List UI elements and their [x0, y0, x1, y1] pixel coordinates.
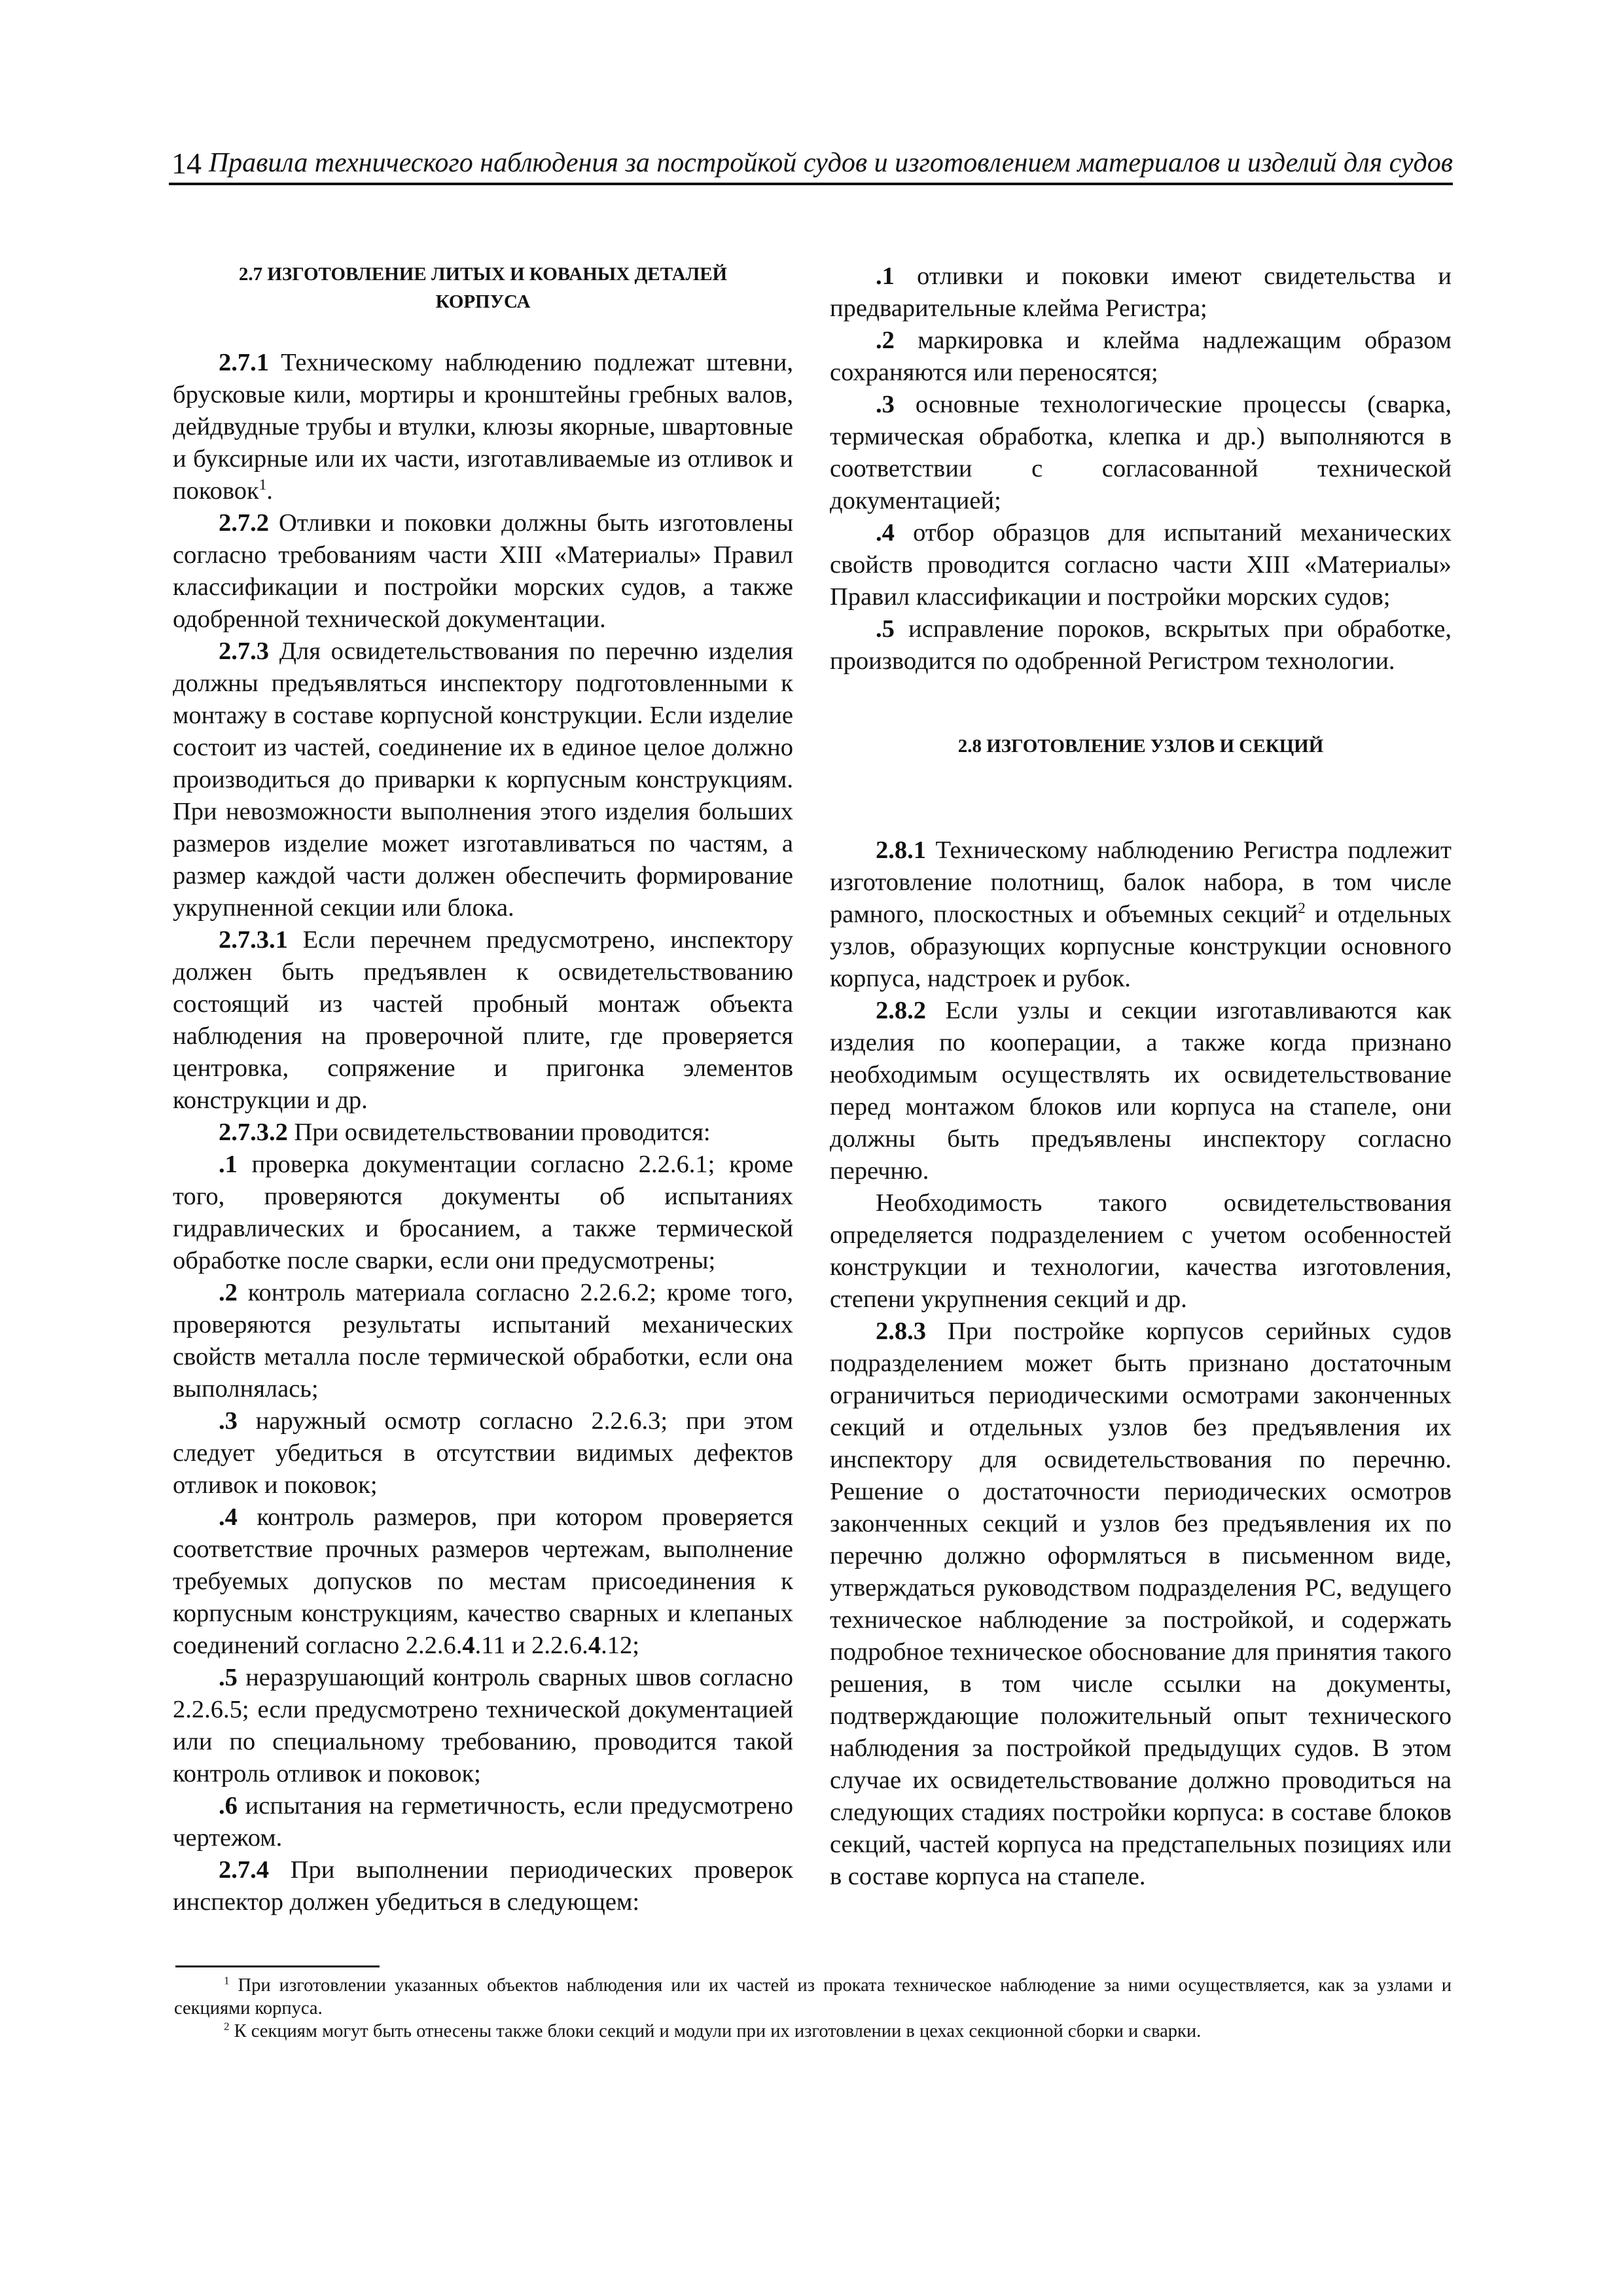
clause-text: Техническому наблюдению подлежат штевни, брусковые кили, мортиры и кронштейны гребных валов, дейдвудные трубы и втулки, клюзы якорные, швартовные и буксирные или их части, изготавливаемые из отливок и поковок: [173, 349, 793, 505]
item-number: .2: [219, 1279, 238, 1306]
footnote-ref: 1: [259, 476, 267, 493]
item-text: .12;: [601, 1632, 639, 1659]
paragraph-2-7-4: [173, 1854, 793, 1918]
footnote-text: К секциям могут быть отнесены также блоки секций и модули при их изготовлении в цехах секционной сборки и сварки.: [229, 2021, 1202, 2041]
clause-number: 2.8.3: [876, 1318, 926, 1345]
page-header: [169, 141, 1453, 185]
list-item-2: [830, 325, 1452, 389]
clause-number: 2.7.2: [219, 509, 269, 537]
footnotes: [174, 1974, 1452, 2043]
clause-text-end: и отдельных узлов, образующих корпусные конструкции основного корпуса, надстроек и рубок.: [830, 901, 1452, 992]
list-item-3: [830, 389, 1452, 517]
item-number: .3: [876, 391, 895, 418]
footnote-2: [174, 2020, 1452, 2043]
item-number: .2: [876, 327, 895, 354]
item-text: контроль размеров, при котором проверяется соответствие прочных размеров чертежам, выполнение требуемых допусков по местам присоединения к корпусным конструкциям, качество сварных и клепаных соединений согласно 2.2.6.: [173, 1503, 793, 1659]
clause-text: Для освидетельствования по перечню изделия должны предъявляться инспектору подготовленными к монтажу в составе корпусной конструкции. Если изделие состоит из частей, соединение их в единое целое должно производиться до приварки к корпусным конструкциям. При невозможности выполнения этого изделия больших размеров изделие может изготавливаться по частям, а размер каждой части должен обеспечить формирование укрупненной секции или блока.: [173, 637, 793, 922]
clause-number: 2.8.2: [876, 997, 926, 1024]
item-number: .1: [219, 1151, 238, 1178]
paragraph-2-8-2: [830, 995, 1452, 1187]
list-item-5: [173, 1662, 793, 1790]
clause-text: При освидетельствовании проводится:: [287, 1119, 711, 1146]
clause-number: 2.7.3.1: [219, 926, 288, 954]
section-heading-2-7: 2.7 ИЗГОТОВЛЕНИЕ ЛИТЫХ И КОВАНЫХ ДЕТАЛЕЙ КОРПУСА: [238, 264, 728, 312]
item-text: маркировка и клейма надлежащим образом сохраняются или переносятся;: [830, 327, 1452, 386]
clause-number: 2.7.4: [219, 1856, 269, 1884]
item-text: отливки и поковки имеют свидетельства и предварительные клейма Регистра;: [830, 262, 1452, 322]
footnote-text: При изготовлении указанных объектов наблюдения или их частей из проката техническое наблюдение за ними осуществляется, как за узлами и секциями корпуса.: [174, 1975, 1452, 2018]
list-item-2: [173, 1277, 793, 1405]
list-item-4: [173, 1501, 793, 1662]
clause-text: Отливки и поковки должны быть изготовлены согласно требованиям части XIII «Материалы» Правил классификации и постройки морских судов, а также одобренной технической документации.: [173, 509, 793, 633]
paragraph-2-7-3-1: [173, 924, 793, 1117]
item-text: испытания на герметичность, если предусмотрено чертежом.: [173, 1792, 793, 1852]
clause-text: При выполнении периодических проверок инспектор должен убедиться в следующем:: [173, 1856, 793, 1916]
clause-number: 2.7.3: [219, 637, 269, 665]
footnote-ref: 2: [1298, 899, 1306, 917]
list-item-4: [830, 517, 1452, 613]
footnote-mark: 1: [224, 1974, 230, 1987]
list-item-1: [830, 260, 1452, 325]
clause-text-end: .: [266, 477, 273, 505]
list-item-1: [173, 1149, 793, 1277]
item-number: .3: [219, 1407, 238, 1435]
list-item-3: [173, 1405, 793, 1501]
item-number: .5: [219, 1664, 238, 1691]
item-text: неразрушающий контроль сварных швов согласно 2.2.6.5; если предусмотрено технической документацией или по специальному требованию, проводится такой контроль отливок и поковок;: [173, 1664, 793, 1787]
paragraph-plain: Необходимость такого освидетельствования определяется подразделением с учетом особенностей конструкции и технологии, качества изготовления, степени укрупнения секций и др.: [830, 1189, 1452, 1313]
list-item-5: [830, 613, 1452, 677]
bold-ref: 4: [588, 1632, 601, 1659]
clause-number: 2.7.3.2: [219, 1119, 288, 1146]
clause-text: Техническому наблюдению Регистра подлежит изготовление полотнищ, балок набора, в том числе рамного, плоскостных и объемных секций: [830, 836, 1452, 928]
clause-number: 2.7.1: [219, 349, 269, 376]
paragraph-2-7-1: [173, 347, 793, 507]
running-title: Правила технического наблюдения за постройкой судов и изготовлением материалов и изделий для судов: [208, 148, 1453, 178]
item-text: проверка документации согласно 2.2.6.1; кроме того, проверяются документы об испытаниях гидравлических и бросанием, а также термической обработке после сварки, если они предусмотрены;: [173, 1151, 793, 1274]
item-text: .11 и 2.2.6.: [474, 1632, 588, 1659]
clause-text: При постройке корпусов серийных судов подразделением может быть признано достаточным ограничиться периодическими осмотрами законченных секций и отдельных узлов без предъявления их инспектору для освидетельствования по перечню. Решение о достаточности периодических осмотров законченных секций и узлов без предъявления их по перечню должно оформляться в письменном виде, утверждаться руководством подразделения РС, ведущего техническое наблюдение за постройкой, и содержать подробное техническое обоснование для принятия такого решения, в том числе ссылки на документы, подтверждающие положительный опыт технического наблюдения за постройкой предыдущих судов. В этом случае их освидетельствование должно проводиться на следующих стадиях постройки корпуса: в составе блоков секций, частей корпуса на предстапельных позициях или в составе корпуса на стапеле.: [830, 1318, 1452, 1890]
paragraph-2-8-1: [830, 834, 1452, 995]
item-number: .1: [876, 262, 895, 290]
footnote-separator: [175, 1965, 380, 1967]
footnote-1: [174, 1974, 1452, 2020]
clause-text: Если перечнем предусмотрено, инспектору должен быть предъявлен к освидетельствованию состоящий из частей пробный монтаж объекта наблюдения на проверочной плите, где проверяется центровка, сопряжение и пригонка элементов конструкции и др.: [173, 926, 793, 1114]
right-column: [830, 260, 1452, 1893]
section-heading-2-8: 2.8 ИЗГОТОВЛЕНИЕ УЗЛОВ И СЕКЦИЙ: [957, 736, 1324, 757]
item-number: .5: [876, 615, 895, 643]
paragraph-2-7-3-2: [173, 1117, 793, 1149]
item-number: .4: [219, 1503, 238, 1531]
paragraph-2-7-2: [173, 507, 793, 636]
clause-number: 2.8.1: [876, 836, 926, 864]
item-text: отбор образцов для испытаний механических свойств проводится согласно части XIII «Материалы» Правил классификации и постройки морских судов;: [830, 519, 1452, 611]
left-column: [173, 260, 793, 1918]
item-number: .6: [219, 1792, 238, 1820]
clause-text: Если узлы и секции изготавливаются как изделия по кооперации, а также когда признано необходимым осуществлять их освидетельствование перед монтажом блоков или корпуса на стапеле, они должны быть предъявлены инспектору согласно перечню.: [830, 997, 1452, 1185]
footnote-mark: 2: [224, 2020, 230, 2033]
paragraph-2-8-3: [830, 1316, 1452, 1893]
item-text: исправление пороков, вскрытых при обработке, производится по одобренной Регистром технологии.: [830, 615, 1452, 675]
item-text: контроль материала согласно 2.2.6.2; кроме того, проверяются результаты испытаний механических свойств металла после термической обработки, если она выполнялась;: [173, 1279, 793, 1403]
page-number: 14: [171, 147, 202, 180]
item-text: основные технологические процессы (сварка, термическая обработка, клепка и др.) выполняются в соответствии с согласованной технической документацией;: [830, 391, 1452, 514]
paragraph-2-7-3: [173, 636, 793, 924]
item-number: .4: [876, 519, 895, 547]
list-item-6: [173, 1790, 793, 1854]
item-text: наружный осмотр согласно 2.2.6.3; при этом следует убедиться в отсутствии видимых дефектов отливок и поковок;: [173, 1407, 793, 1499]
bold-ref: 4: [462, 1632, 475, 1659]
